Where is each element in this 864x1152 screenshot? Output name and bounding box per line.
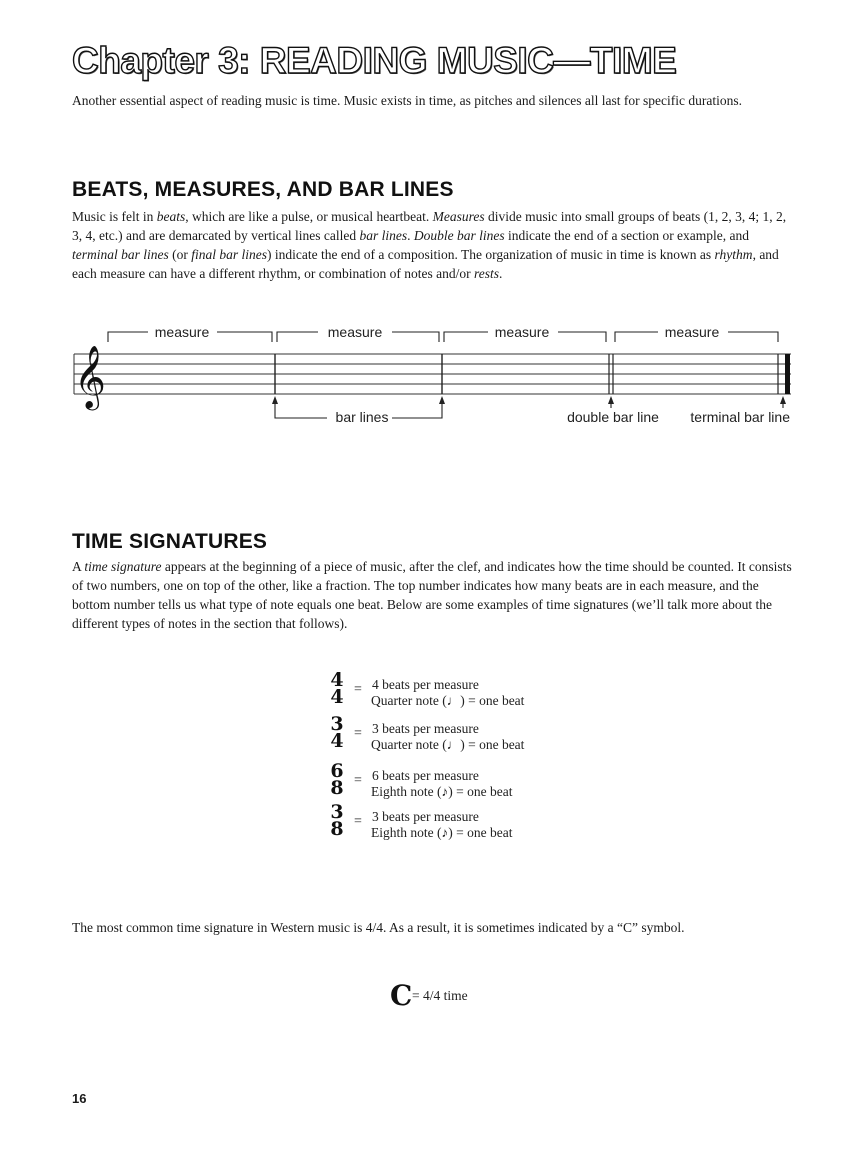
time-signature-symbol: 6 8 [330, 760, 344, 799]
time-signature-row: 3 4 = 3 beats per measure Quarter note (♩) = one beat [326, 716, 586, 756]
treble-clef-icon: 𝄞 [74, 347, 106, 407]
terminal-bar-thick [785, 354, 790, 394]
time-signature-row: 6 8 = 6 beats per measure Eighth note (♪) = one beat [326, 763, 586, 803]
chapter-title: Chapter 3: READING MUSIC—TIME [72, 40, 677, 81]
measure-label-3: measure [494, 324, 550, 340]
common-time-paragraph: The most common time signature in Western music is 4/4. As a result, it is sometimes indicated by a “C” symbol. [72, 920, 685, 935]
arrow-up-icon [439, 396, 445, 404]
time-signature-examples [326, 669, 586, 852]
double-bar-label: double bar line [567, 409, 659, 425]
staff-diagram [60, 318, 800, 438]
time-signature-symbol: 4 4 [330, 669, 344, 708]
section-heading-beats: BEATS, MEASURES, AND BAR LINES [72, 178, 454, 201]
time-signature-symbol: 3 4 [330, 713, 344, 752]
time-signature-row: 4 4 = 4 beats per measure Quarter note (♩) = one beat [326, 672, 586, 712]
measure-label-1: measure [154, 324, 210, 340]
beats-paragraph: Music is felt in beats, which are like a pulse, or musical heartbeat. Measures divide music into small groups of beats (1, 2, 3, 4; 1, 2, 3, 4, etc.) and are demarcated by vertical lines called bar lines. Double bar lines indicate the end of a section or example, and terminal bar lines (or final bar lines) indicate the end of a composition. The organization of music in time is known as rhythm, and each measure can have a different rhythm, or combination of notes and/or rests. [72, 209, 787, 281]
staff-lines [74, 354, 791, 394]
page-number: 16 [72, 1091, 87, 1106]
time-signature-row: 3 8 = 3 beats per measure Eighth note (♪) = one beat [326, 804, 586, 844]
measure-label-4: measure [664, 324, 720, 340]
time-signature-paragraph: A time signature appears at the beginning of a piece of music, after the clef, and indicates how the time should be counted. It consists of two numbers, one on top of the other, like a fraction. The top number indicates how many beats are in each measure, and the bottom number tells us what type of note equals one beat. Below are some examples of time signatures (we’ll talk more about the different types of notes in the section that follows). [72, 559, 792, 631]
common-time-symbol: C [390, 979, 413, 1012]
common-time-equation: = 4/4 time [412, 988, 468, 1003]
arrow-up-icon [780, 396, 786, 404]
time-signature-symbol: 3 8 [330, 801, 344, 840]
intro-paragraph: Another essential aspect of reading music is time. Music exists in time, as pitches and silences all last for specific durations. [72, 93, 742, 108]
measure-label-2: measure [327, 324, 383, 340]
section-heading-time-signatures: TIME SIGNATURES [72, 530, 268, 553]
arrow-up-icon [272, 396, 278, 404]
bar-lines-label: bar lines [335, 409, 389, 425]
terminal-bar-label: terminal bar line [690, 409, 790, 425]
arrow-up-icon [608, 396, 614, 404]
